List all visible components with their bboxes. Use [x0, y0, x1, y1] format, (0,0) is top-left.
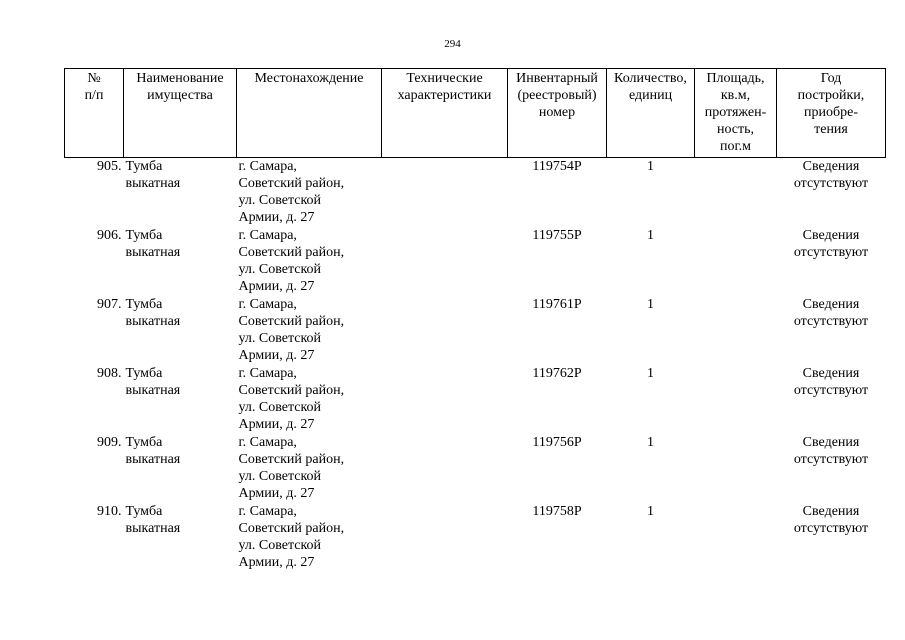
cell-technical-characteristics: [382, 365, 508, 434]
cell-year: Сведения отсутствуют: [793, 227, 869, 260]
cell-location: г. Самара, Советский район, ул. Советской Армии, д. 27: [238, 503, 345, 570]
cell-number: 910.: [97, 503, 122, 519]
cell-technical-characteristics: [382, 434, 508, 503]
cell-number: 908.: [97, 365, 122, 381]
cell-inventory-number: 119755Р: [532, 227, 582, 243]
table-row: [65, 227, 886, 296]
cell-location: г. Самара, Советский район, ул. Советской Армии, д. 27: [238, 227, 345, 294]
cell-technical-characteristics: [382, 227, 508, 296]
table-body: [65, 158, 886, 572]
table-row: [65, 434, 886, 503]
cell-year: Сведения отсутствуют: [793, 296, 869, 329]
cell-location: г. Самара, Советский район, ул. Советской Армии, д. 27: [238, 365, 345, 432]
cell-quantity: 1: [647, 503, 654, 519]
cell-number: 907.: [97, 296, 122, 312]
header-number: № п/п: [65, 69, 124, 158]
cell-year: Сведения отсутствуют: [793, 365, 869, 398]
header-property-name: Наименование имущества: [124, 69, 237, 158]
cell-location: г. Самара, Советский район, ул. Советской Армии, д. 27: [238, 159, 345, 225]
table-row: [65, 365, 886, 434]
header-technical-characteristics: Технические характеристики: [382, 69, 508, 158]
cell-inventory-number: 119758Р: [532, 503, 582, 519]
table-row: [65, 158, 886, 227]
header-location: Местонахождение: [237, 69, 382, 158]
cell-area-length: [695, 158, 777, 227]
cell-inventory-number: 119756Р: [532, 434, 582, 450]
cell-property-name: Тумба выкатная: [125, 503, 181, 536]
cell-technical-characteristics: [382, 158, 508, 227]
cell-property-name: Тумба выкатная: [125, 227, 181, 260]
cell-number: 909.: [97, 434, 122, 450]
header-area-length: Площадь, кв.м, протяжен- ность, пог.м: [695, 69, 777, 158]
header-row: [65, 69, 886, 158]
cell-property-name: Тумба выкатная: [125, 434, 181, 467]
header-inventory-number: Инвентарный (реестровый) номер: [508, 69, 607, 158]
cell-year: Сведения отсутствуют: [793, 159, 869, 191]
cell-technical-characteristics: [382, 296, 508, 365]
page-number: 294: [444, 38, 461, 50]
cell-area-length: [695, 365, 777, 434]
cell-year: Сведения отсутствуют: [793, 434, 869, 467]
cell-quantity: 1: [647, 227, 654, 243]
cell-number: 905.: [97, 159, 122, 174]
cell-area-length: [695, 434, 777, 503]
cell-year: Сведения отсутствуют: [793, 503, 869, 536]
cell-inventory-number: 119754Р: [532, 159, 582, 174]
header-quantity: Количество, единиц: [607, 69, 695, 158]
cell-location: г. Самара, Советский район, ул. Советской Армии, д. 27: [238, 296, 345, 363]
cell-inventory-number: 119762Р: [532, 365, 582, 381]
cell-inventory-number: 119761Р: [532, 296, 582, 312]
cell-area-length: [695, 227, 777, 296]
table-row: [65, 503, 886, 572]
cell-quantity: 1: [647, 296, 654, 312]
cell-quantity: 1: [647, 434, 654, 450]
table-row: [65, 296, 886, 365]
header-year: Год постройки, приобре- тения: [777, 69, 886, 158]
cell-number: 906.: [97, 227, 122, 243]
cell-quantity: 1: [647, 159, 654, 174]
property-registry-table: [64, 68, 886, 572]
table-header: [65, 69, 886, 158]
cell-technical-characteristics: [382, 503, 508, 572]
cell-property-name: Тумба выкатная: [125, 365, 181, 398]
cell-property-name: Тумба выкатная: [125, 296, 181, 329]
cell-property-name: Тумба выкатная: [125, 159, 181, 191]
cell-area-length: [695, 296, 777, 365]
cell-quantity: 1: [647, 365, 654, 381]
cell-location: г. Самара, Советский район, ул. Советской Армии, д. 27: [238, 434, 345, 501]
cell-area-length: [695, 503, 777, 572]
